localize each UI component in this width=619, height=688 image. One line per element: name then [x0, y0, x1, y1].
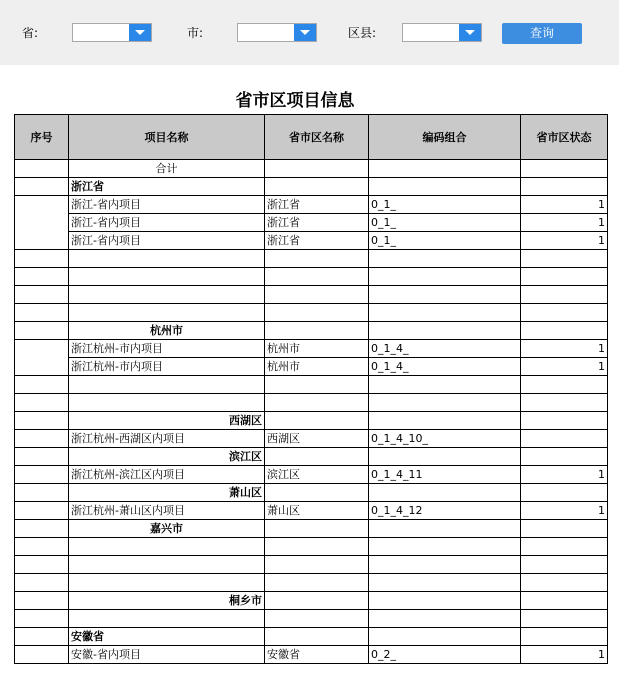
project-name-cell: 浙江杭州-西湖区内项目 [69, 430, 265, 448]
filter-toolbar [0, 0, 619, 65]
index-cell [15, 340, 69, 376]
index-cell [15, 196, 69, 250]
region-name-cell: 浙江省 [265, 214, 369, 232]
col-header-region-name: 省市区名称 [265, 115, 369, 160]
empty-row [15, 574, 608, 592]
group-city-label: 杭州市 [69, 322, 265, 340]
province-label: 省: [22, 26, 39, 40]
empty-row [15, 250, 608, 268]
status-cell: 1 [521, 196, 608, 214]
code-cell: 0_1_ [369, 232, 521, 250]
report-title: 省市区项目信息 [235, 91, 355, 111]
table-row [15, 358, 608, 376]
district-select[interactable] [402, 23, 482, 42]
index-cell [15, 502, 69, 520]
report-table [14, 114, 608, 664]
empty-row [15, 394, 608, 412]
group-row [15, 322, 608, 340]
table-header-row [15, 115, 608, 160]
total-label: 合计 [69, 160, 265, 178]
status-cell: 1 [521, 502, 608, 520]
query-button[interactable]: 查询 [502, 23, 582, 44]
region-name-cell: 滨江区 [265, 466, 369, 484]
table-row [15, 430, 608, 448]
district-label: 区县: [348, 26, 377, 40]
province-select[interactable] [72, 23, 152, 42]
table-row [15, 340, 608, 358]
empty-row [15, 556, 608, 574]
group-district-label: 西湖区 [69, 412, 265, 430]
region-name-cell: 杭州市 [265, 358, 369, 376]
table-row [15, 214, 608, 232]
group-city-label: 嘉兴市 [69, 520, 265, 538]
index-cell [15, 466, 69, 484]
group-row [15, 520, 608, 538]
group-row [15, 484, 608, 502]
code-cell: 0_1_ [369, 214, 521, 232]
chevron-down-icon[interactable] [294, 24, 316, 41]
empty-row [15, 304, 608, 322]
table-row [15, 502, 608, 520]
empty-row [15, 286, 608, 304]
group-province-label: 浙江省 [69, 178, 265, 196]
group-row [15, 448, 608, 466]
code-cell: 0_1_4_11 [369, 466, 521, 484]
status-cell: 1 [521, 358, 608, 376]
region-name-cell: 西湖区 [265, 430, 369, 448]
project-name-cell: 浙江-省内项目 [69, 196, 265, 214]
code-cell: 0_1_4_12 [369, 502, 521, 520]
col-header-code: 编码组合 [369, 115, 521, 160]
status-cell: 1 [521, 214, 608, 232]
total-row [15, 160, 608, 178]
region-name-cell: 浙江省 [265, 196, 369, 214]
empty-row [15, 376, 608, 394]
code-cell: 0_1_ [369, 196, 521, 214]
group-district-label: 桐乡市 [69, 592, 265, 610]
status-cell: 1 [521, 466, 608, 484]
table-row [15, 646, 608, 664]
project-name-cell: 浙江-省内项目 [69, 214, 265, 232]
group-province-label: 安徽省 [69, 628, 265, 646]
project-name-cell: 浙江杭州-滨江区内项目 [69, 466, 265, 484]
project-name-cell: 浙江杭州-市内项目 [69, 340, 265, 358]
group-row [15, 178, 608, 196]
index-cell [15, 430, 69, 448]
chevron-down-icon[interactable] [459, 24, 481, 41]
group-district-label: 萧山区 [69, 484, 265, 502]
region-name-cell: 萧山区 [265, 502, 369, 520]
group-row [15, 412, 608, 430]
empty-row [15, 538, 608, 556]
code-cell: 0_1_4_10_ [369, 430, 521, 448]
status-cell: 1 [521, 646, 608, 664]
project-name-cell: 安徽-省内项目 [69, 646, 265, 664]
col-header-project-name: 项目名称 [69, 115, 265, 160]
city-label: 市: [187, 26, 204, 40]
index-cell [15, 646, 69, 664]
empty-row [15, 610, 608, 628]
table-row [15, 466, 608, 484]
status-cell [521, 430, 608, 448]
status-cell: 1 [521, 340, 608, 358]
chevron-down-icon[interactable] [129, 24, 151, 41]
group-district-label: 滨江区 [69, 448, 265, 466]
code-cell: 0_1_4_ [369, 358, 521, 376]
group-row [15, 592, 608, 610]
region-name-cell: 杭州市 [265, 340, 369, 358]
status-cell: 1 [521, 232, 608, 250]
region-name-cell: 浙江省 [265, 232, 369, 250]
table-row [15, 232, 608, 250]
table-row [15, 196, 608, 214]
project-name-cell: 浙江杭州-萧山区内项目 [69, 502, 265, 520]
col-header-index: 序号 [15, 115, 69, 160]
project-name-cell: 浙江杭州-市内项目 [69, 358, 265, 376]
group-row [15, 628, 608, 646]
region-name-cell: 安徽省 [265, 646, 369, 664]
project-name-cell: 浙江-省内项目 [69, 232, 265, 250]
city-select[interactable] [237, 23, 317, 42]
col-header-status: 省市区状态 [521, 115, 608, 160]
code-cell: 0_2_ [369, 646, 521, 664]
code-cell: 0_1_4_ [369, 340, 521, 358]
empty-row [15, 268, 608, 286]
